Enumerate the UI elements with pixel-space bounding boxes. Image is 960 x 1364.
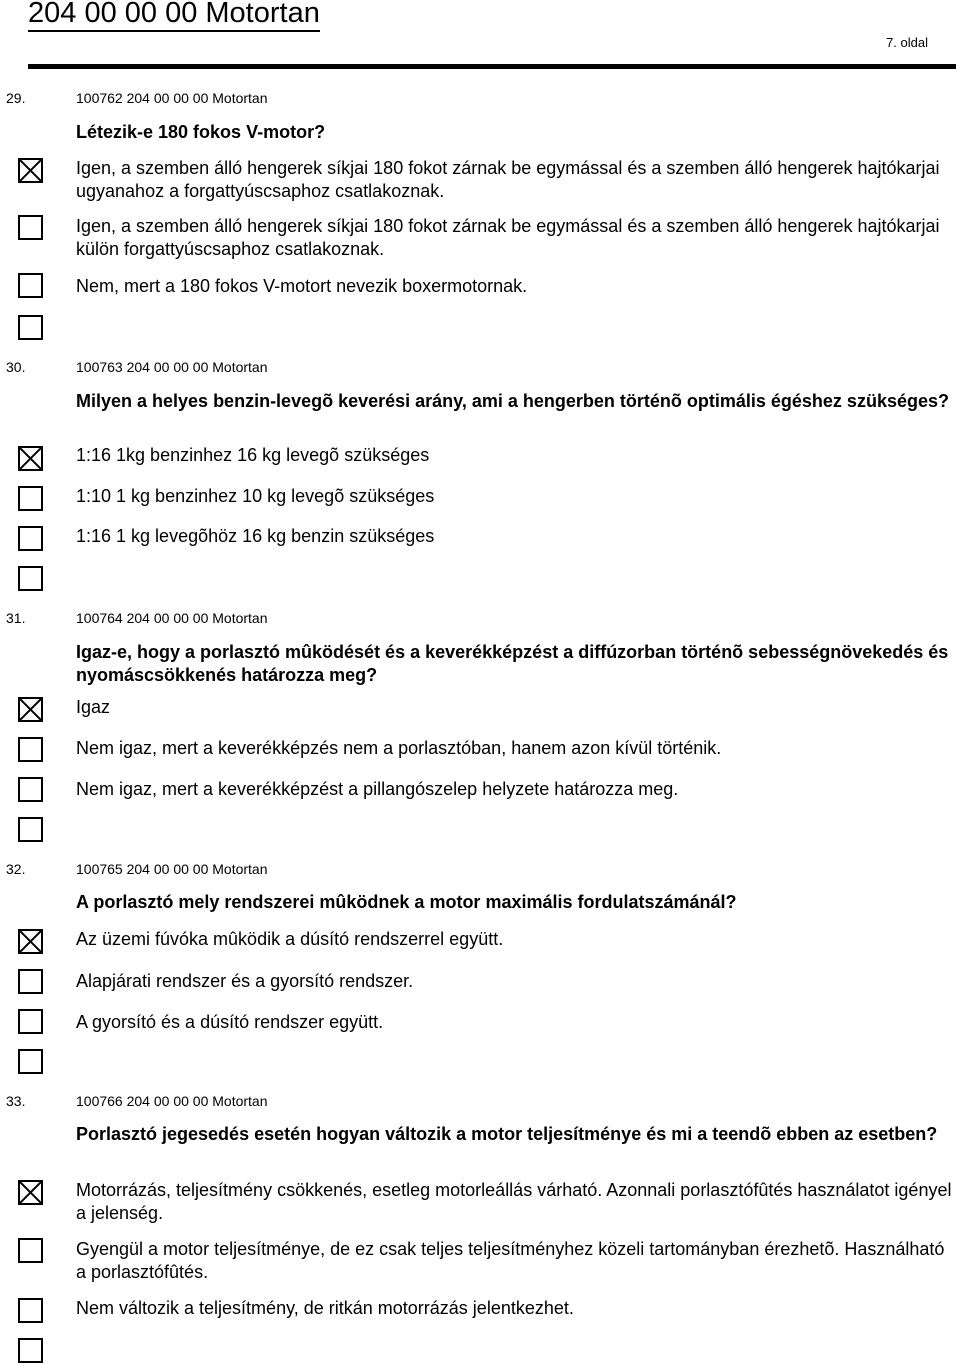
cross-mark-icon — [20, 160, 41, 181]
answer-checkbox[interactable] — [18, 1238, 43, 1263]
answer-checkbox-checked[interactable] — [18, 446, 43, 471]
answer-option-text: Motorrázás, teljesítmény csökkenés, esetleg motorleállás várható. Azonnali porlasztófûtés használatot igényel a jelenség. — [76, 1180, 952, 1223]
answer-checkbox[interactable] — [18, 566, 43, 591]
question-number: 32. — [6, 861, 26, 877]
question-code: 100764 204 00 00 00 Motortan — [76, 610, 268, 626]
answer-checkbox[interactable] — [18, 969, 43, 994]
answer-option-text: 1:16 1 kg levegõhöz 16 kg benzin szükséges — [76, 526, 435, 546]
question-code: 100766 204 00 00 00 Motortan — [76, 1093, 268, 1109]
answer-option-text: Igen, a szemben álló hengerek síkjai 180 fokot zárnak be egymással és a szemben álló hengerek hajtókarjai ugyanahoz a forgattyúscsaphoz csatlakoznak. — [76, 158, 940, 201]
answer-checkbox[interactable] — [18, 1338, 43, 1363]
cross-mark-icon — [20, 699, 41, 720]
answer-checkbox-checked[interactable] — [18, 158, 43, 183]
answer-checkbox[interactable] — [18, 1009, 43, 1034]
question-code: 100763 204 00 00 00 Motortan — [76, 359, 268, 375]
answer-option-text: Nem igaz, mert a keverékképzés nem a porlasztóban, hanem azon kívül történik. — [76, 738, 722, 758]
question-text: Milyen a helyes benzin-levegõ keverési arány, ami a hengerben történõ optimális égéshez szükséges? — [76, 391, 949, 411]
answer-option-text: 1:16 1kg benzinhez 16 kg levegõ szükséges — [76, 445, 430, 465]
answer-checkbox-checked[interactable] — [18, 697, 43, 722]
question-text: Létezik-e 180 fokos V-motor? — [76, 122, 326, 142]
answer-option-text: A gyorsító és a dúsító rendszer együtt. — [76, 1012, 384, 1032]
document-title: 204 00 00 00 Motortan — [28, 0, 320, 32]
cross-mark-icon — [20, 1182, 41, 1203]
answer-checkbox[interactable] — [18, 273, 43, 298]
question-text: Porlasztó jegesedés esetén hogyan változik a motor teljesítménye és mi a teendõ ebben az esetben? — [76, 1124, 938, 1144]
question-number: 30. — [6, 359, 26, 375]
question-number: 29. — [6, 90, 26, 106]
question-text: A porlasztó mely rendszerei mûködnek a motor maximális fordulatszámánál? — [76, 892, 737, 912]
answer-option-text: Nem, mert a 180 fokos V-motort nevezik boxermotornak. — [76, 276, 528, 296]
answer-checkbox[interactable] — [18, 315, 43, 340]
answer-checkbox[interactable] — [18, 817, 43, 842]
answer-checkbox[interactable] — [18, 737, 43, 762]
question-code: 100765 204 00 00 00 Motortan — [76, 861, 268, 877]
answer-option-text: Gyengül a motor teljesítménye, de ez csak teljes teljesítményhez közeli tartományban érezhetõ. Használható a porlasztófûtés. — [76, 1239, 945, 1282]
answer-checkbox[interactable] — [18, 215, 43, 240]
answer-option-text: Nem változik a teljesítmény, de ritkán motorrázás jelentkezhet. — [76, 1298, 574, 1318]
question-code: 100762 204 00 00 00 Motortan — [76, 90, 268, 106]
answer-option-text: Alapjárati rendszer és a gyorsító rendszer. — [76, 971, 414, 991]
answer-checkbox-checked[interactable] — [18, 929, 43, 954]
answer-option-text: Nem igaz, mert a keverékképzést a pillangószelep helyzete határozza meg. — [76, 779, 679, 799]
answer-option-text: Az üzemi fúvóka mûködik a dúsító rendszerrel együtt. — [76, 929, 504, 949]
question-number: 33. — [6, 1093, 26, 1109]
answer-option-text: 1:10 1 kg benzinhez 10 kg levegõ szükséges — [76, 486, 435, 506]
question-text: Igaz-e, hogy a porlasztó mûködését és a keverékképzést a diffúzorban történõ sebességnövekedés és nyomáscsökkenés határozza meg? — [76, 642, 949, 685]
answer-option-text: Igen, a szemben álló hengerek síkjai 180 fokot zárnak be egymással és a szemben álló hengerek hajtókarjai külön forgattyúscsaphoz csatlakoznak. — [76, 216, 940, 259]
answer-checkbox[interactable] — [18, 1298, 43, 1323]
header-rule — [28, 64, 956, 69]
cross-mark-icon — [20, 448, 41, 469]
answer-checkbox[interactable] — [18, 777, 43, 802]
cross-mark-icon — [20, 931, 41, 952]
answer-checkbox[interactable] — [18, 486, 43, 511]
answer-checkbox[interactable] — [18, 526, 43, 551]
answer-checkbox[interactable] — [18, 1049, 43, 1074]
answer-checkbox-checked[interactable] — [18, 1180, 43, 1205]
answer-option-text: Igaz — [76, 697, 111, 717]
question-number: 31. — [6, 610, 26, 626]
page-number: 7. oldal — [886, 35, 928, 50]
